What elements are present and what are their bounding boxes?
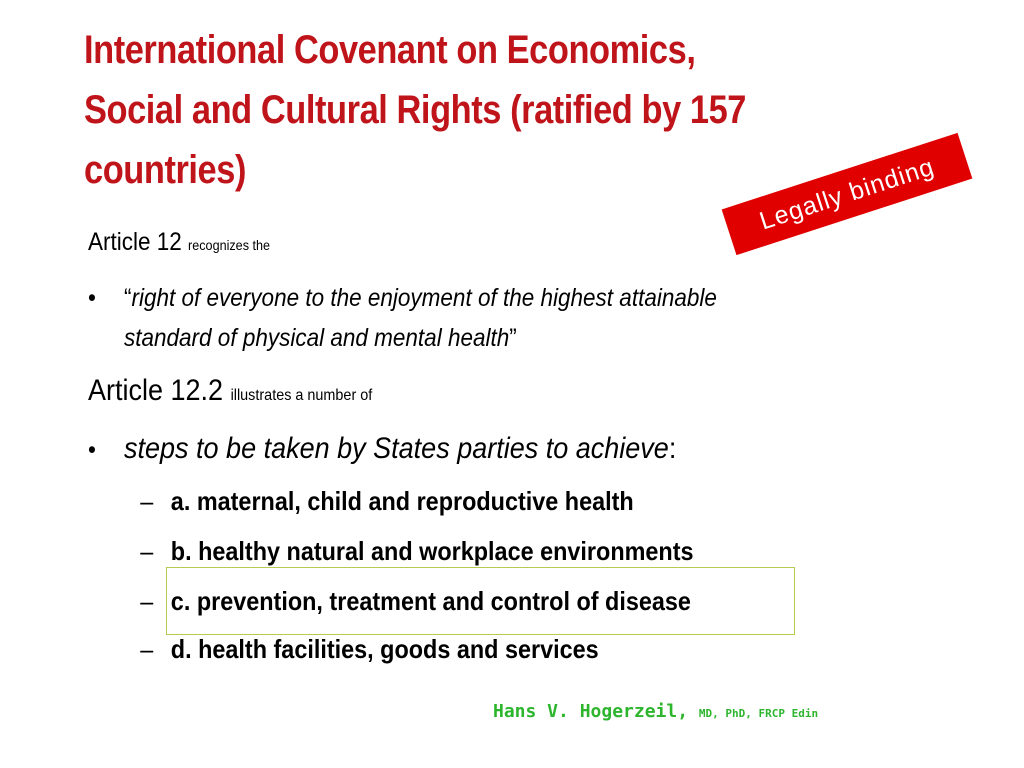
sub-item-a: a. maternal, child and reproductive health <box>170 486 634 516</box>
bullet-1-line-1: “right of everyone to the enjoyment of the highest attainable <box>124 284 717 312</box>
sub-item-c: c. prevention, treatment and control of disease <box>170 586 691 616</box>
sub-dash-a: – <box>140 486 154 516</box>
author-credit <box>493 701 818 722</box>
bullet-2-text: steps to be taken by States parties to achieve: <box>124 432 677 465</box>
highlight-box <box>166 567 795 635</box>
bullet-2-marker: • <box>88 436 96 464</box>
title-line-1: International Covenant on Economics, <box>84 28 696 72</box>
sub-item-d: d. health facilities, goods and services <box>170 634 599 664</box>
article-12-line <box>88 228 270 257</box>
title-line-2: Social and Cultural Rights (ratified by 157 <box>84 88 747 132</box>
article-12-2-line <box>88 374 372 408</box>
sub-dash-d: – <box>140 634 154 664</box>
article-12-heading: Article 12 <box>88 228 182 256</box>
bullet-1-marker: • <box>88 284 96 312</box>
article-12-2-suffix: illustrates a number of <box>230 387 373 404</box>
sub-item-b: b. healthy natural and workplace environments <box>170 536 694 566</box>
article-12-suffix: recognizes the <box>188 237 271 253</box>
sub-dash-b: – <box>140 536 154 566</box>
slide-title <box>84 20 824 200</box>
title-line-3: countries) <box>84 148 246 192</box>
author-name: Hans V. Hogerzeil, <box>493 701 689 722</box>
bullet-1-line-2: standard of physical and mental health” <box>124 324 517 352</box>
author-credentials: MD, PhD, FRCP Edin <box>698 707 819 720</box>
sub-dash-c: – <box>140 586 154 616</box>
stamp-text: Legally binding <box>756 152 938 235</box>
article-12-2-heading: Article 12.2 <box>88 374 224 407</box>
